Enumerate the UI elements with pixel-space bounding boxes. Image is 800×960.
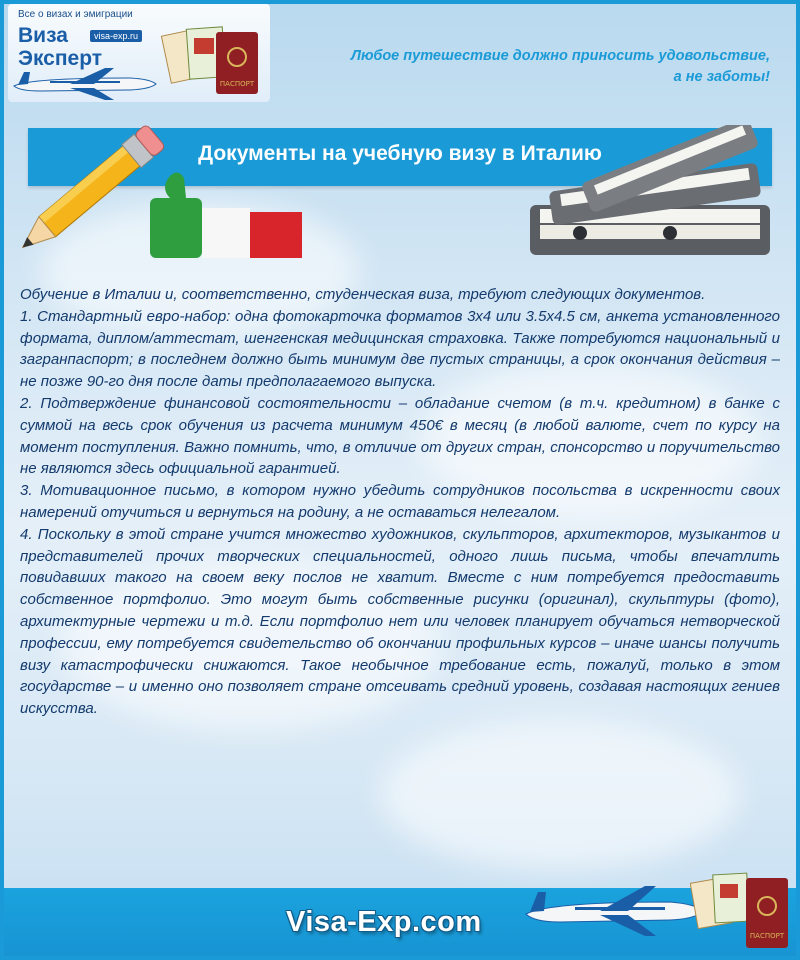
paragraph-3: 3. Мотивационное письмо, в котором нужно убедить сотрудников посольства в искренности своих намерений отучиться и вернуться на родину, а не оставаться нелегалом. — [20, 482, 780, 521]
passport-label: ПАСПОРТ — [219, 80, 255, 88]
logo-word-visa: Виза — [18, 24, 68, 47]
paragraph-2: 2. Подтверждение финансовой состоятельности – обладание счетом (в т.ч. кредитном) в банке с суммой на весь срок обучения из расчета минимум 450€ в месяц (в любой валюте, счет по курсу на момент поступления. Важно помнить, что, в отличие от других стран, спонсорство и поручительство не являются здесь официальной гарантией. — [20, 394, 780, 478]
footer-passport-label: ПАСПОРТ — [749, 932, 785, 940]
paragraph-intro: Обучение в Италии и, соответственно, студенческая виза, требуют следующих документов. — [20, 286, 706, 303]
slogan-line-1: Любое путешествие должно приносить удовольствие, — [351, 48, 770, 64]
logo-word-expert: Эксперт — [18, 47, 103, 70]
slogan-line-2: а не заботы! — [673, 69, 770, 85]
logo-url: visa-exp.ru — [90, 30, 142, 42]
paragraph-1: 1. Стандартный евро-набор: одна фотокарточка форматов 3х4 или 3.5х4.5 см, анкета установленного формата, диплом/аттестат, шенгенская медицинская страховка. Также потребуются национальный и загранпаспорт; в последнем должно быть минимум две пустых страницы, а срок окончания действия – не позже 90-го дня после даты предполагаемого выпуска. — [20, 307, 780, 391]
paragraph-4: 4. Поскольку в этой стране учится множество художников, скульпторов, архитекторов, музыкантов и представителей прочих творческих специальностей, одного лишь письма, чтобы впечатлить повидавших такого на своем веку послов не хватит. Вместе с ним потребуется предоставить собственное портфолио. Это могут быть собственные рисунки (оригинал), скульптуры (фото), архитектурные чертежи и т.д. Если портфолио нет или человек планирует обучаться нетворческой профессии, ему потребуется свидетельство об окончании профильных курсов – иначе шансы получить визу катастрофически снижаются. Такое необычное требование есть, пожалуй, только в этом государстве – и именно оно позволяет стране отсеивать средний уровень, создавая настоящих гениев искусства. — [20, 525, 780, 718]
page-title: Документы на учебную визу в Италию — [198, 142, 602, 165]
footer-brand[interactable]: Visa-Exp.com — [286, 906, 482, 938]
logo-tagline: Все о визах и эмиграции — [18, 9, 133, 20]
